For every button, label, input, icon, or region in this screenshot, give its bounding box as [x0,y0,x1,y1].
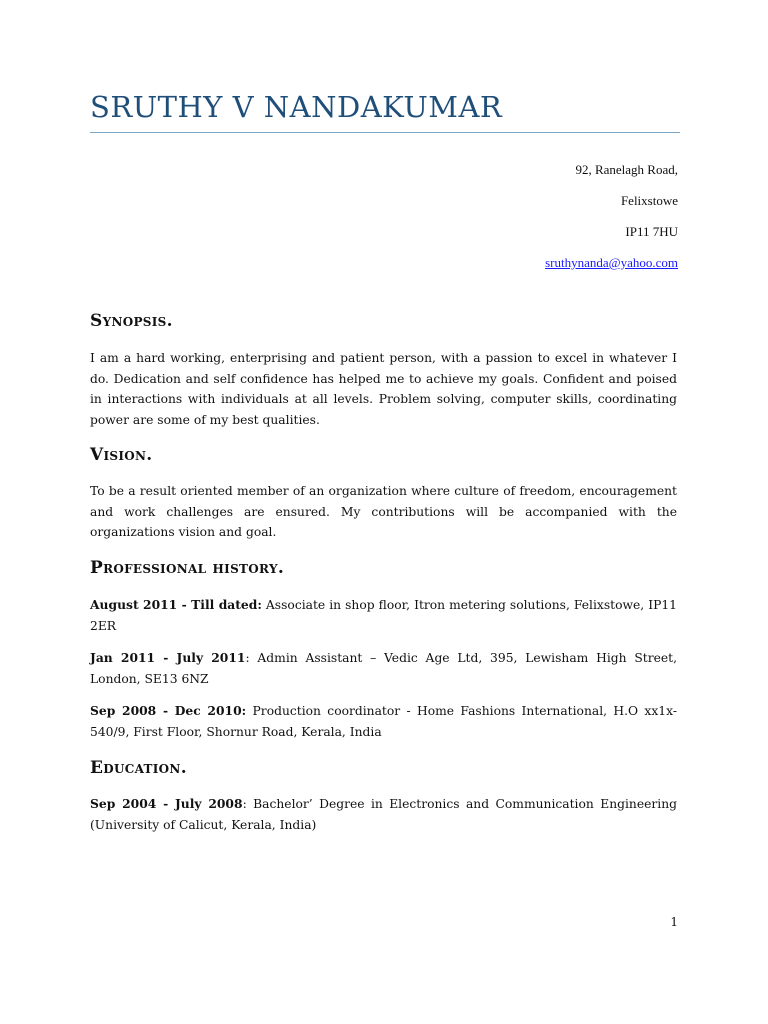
page-number: 1 [670,915,678,929]
synopsis-heading: Synopsis. [90,311,173,331]
job-entry [90,701,677,742]
synopsis-text: I am a hard working, enterprising and patient person, with a passion to excel in whatever I do. Dedication and self confidence has helped me to achieve my goals. Confident and poised in interactions with individuals at all levels. Problem solving, computer skills, coordinating power are some of my best qualities. [90,351,677,427]
job-detail: Production coordinator - Home Fashions International, H.O xx1x-540/9, First Floor, Shornur Road, Kerala, India [90,704,677,739]
professional-history-heading: Professional history. [90,558,285,578]
job-entry [90,595,677,636]
address-line: Felixstowe [620,193,678,208]
vision-heading: Vision. [90,445,153,465]
postcode: IP11 7HU [625,224,678,239]
education-heading: Education. [90,758,187,778]
job-detail: Associate in shop floor, Itron metering solutions, Felixstowe, IP11 2ER [90,598,677,633]
job-period: August 2011 - Till dated: [90,597,262,612]
job-entry [90,648,677,689]
job-period: Sep 2008 - Dec 2010: [90,703,247,718]
education-period: Sep 2004 - July 2008 [90,796,243,811]
job-period: Jan 2011 - July 2011 [90,650,246,665]
vision-text: To be a result oriented member of an organization where culture of freedom, encouragement and work challenges are ensured. My contributions will be accompanied with the organizations vision and goal. [90,484,677,539]
email-link[interactable]: sruthynanda@yahoo.com [545,255,678,270]
header-divider [90,132,680,133]
address-block [545,154,678,278]
address-line: 92, Ranelagh Road, [575,162,678,177]
job-detail: : Admin Assistant – Vedic Age Ltd, 395, Lewisham High Street, London, SE13 6NZ [90,651,677,686]
candidate-name: SRUTHY V NANDAKUMAR [90,90,503,124]
education-detail: : Bachelor’ Degree in Electronics and Communication Engineering (University of Calicut, Kerala, India) [90,797,677,832]
education-entry [90,794,677,835]
